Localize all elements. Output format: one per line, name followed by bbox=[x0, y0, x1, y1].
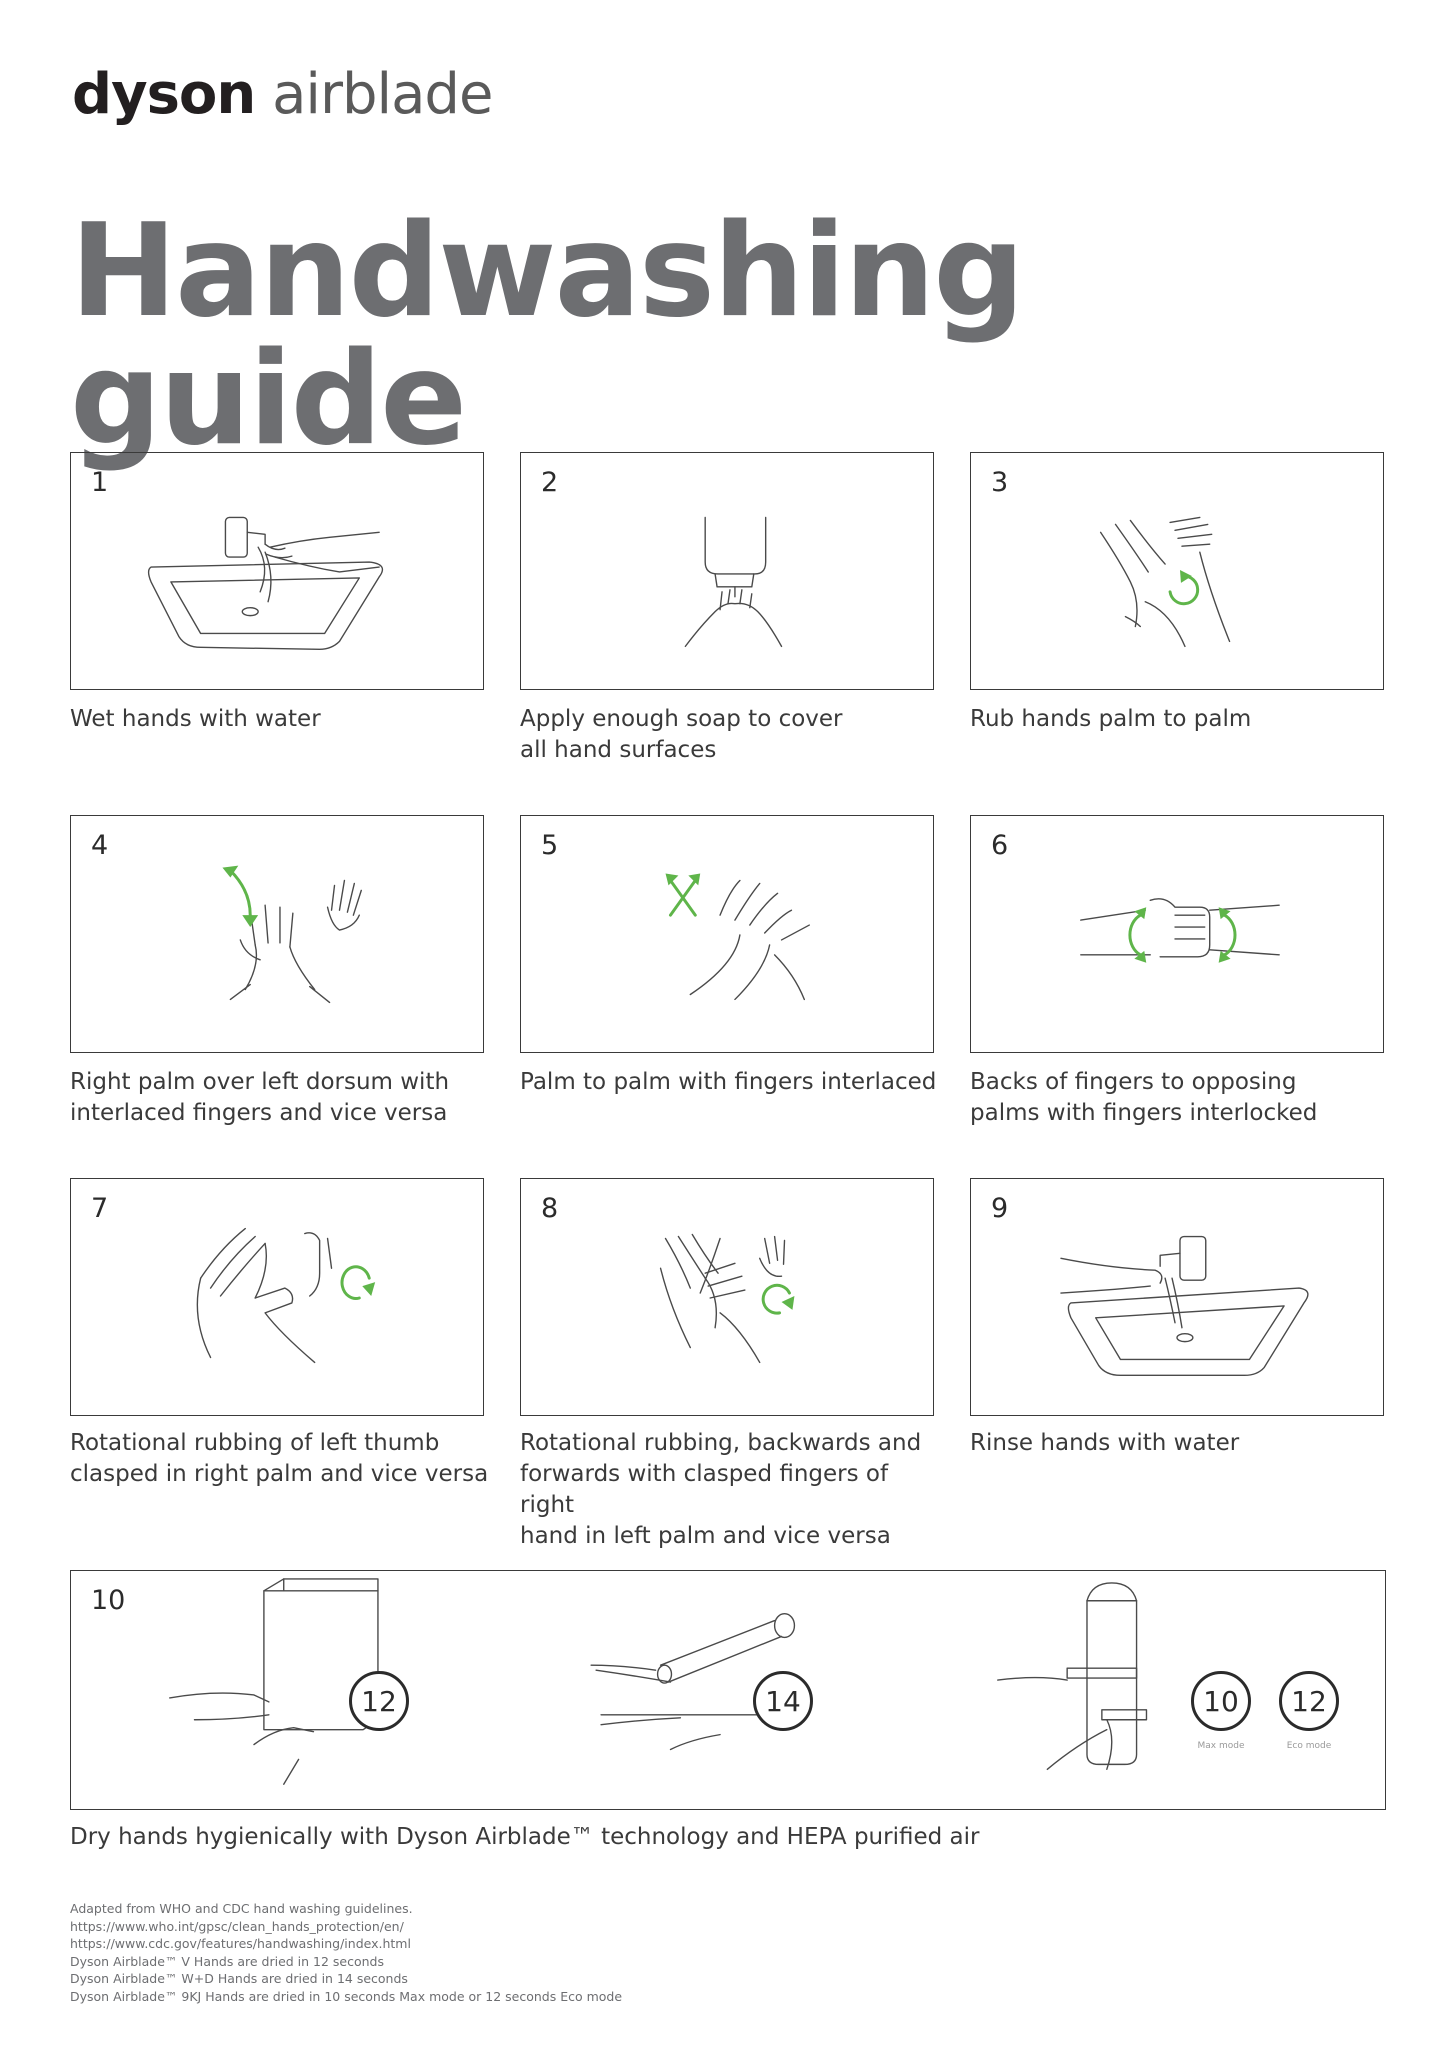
palm-over-dorsum-illustration bbox=[71, 816, 483, 1052]
step-10-card bbox=[70, 1570, 1386, 1810]
step-6-caption bbox=[970, 1067, 1390, 1129]
step-number: 10 bbox=[91, 1585, 126, 1616]
fingers-interlaced-illustration bbox=[521, 816, 933, 1052]
wet-hands-illustration bbox=[71, 453, 483, 689]
step-3-card bbox=[970, 452, 1384, 690]
apply-soap-illustration bbox=[521, 453, 933, 689]
caption-line: Apply enough soap to cover bbox=[520, 706, 843, 732]
eco-mode-label: Eco mode bbox=[1286, 1741, 1332, 1751]
hand-dryers-illustration bbox=[71, 1571, 1385, 1809]
caption-line: Wet hands with water bbox=[70, 706, 321, 732]
caption-line: Rub hands palm to palm bbox=[970, 706, 1252, 732]
step-6-card bbox=[970, 815, 1384, 1053]
caption-line: forwards with clasped fingers of right bbox=[520, 1461, 889, 1518]
step-9-card bbox=[970, 1178, 1384, 1416]
step-5-card bbox=[520, 815, 934, 1053]
footnote-link[interactable]: https://www.who.int/gpsc/clean_hands_protection/en/ bbox=[70, 1918, 404, 1934]
footnote-line: Dyson Airblade™ V Hands are dried in 12 seconds bbox=[70, 1953, 385, 1969]
fingertip-rubbing-illustration bbox=[521, 1179, 933, 1415]
rinse-hands-illustration bbox=[971, 1179, 1383, 1415]
step-number: 6 bbox=[991, 830, 1009, 861]
timer-icon: 14 bbox=[753, 1671, 813, 1731]
caption-line: clasped in right palm and vice versa bbox=[70, 1461, 489, 1487]
step-4-caption bbox=[70, 1067, 490, 1129]
step-7-caption bbox=[70, 1428, 490, 1490]
timer-icon: 12 bbox=[1279, 1671, 1339, 1731]
brand-name-airblade: airblade bbox=[272, 62, 493, 127]
step-number: 1 bbox=[91, 467, 109, 498]
step-2-card bbox=[520, 452, 934, 690]
caption-line: palms with fingers interlocked bbox=[970, 1100, 1318, 1126]
step-10-caption: Dry hands hygienically with Dyson Airblade™ technology and HEPA purified air bbox=[70, 1824, 980, 1850]
step-number: 3 bbox=[991, 467, 1009, 498]
brand-name-dyson: dyson bbox=[72, 62, 256, 127]
footnote-line: Adapted from WHO and CDC hand washing guidelines. bbox=[70, 1901, 413, 1916]
caption-line: hand in left palm and vice versa bbox=[520, 1523, 891, 1549]
footnote-link[interactable]: https://www.cdc.gov/features/handwashing/index.html bbox=[70, 1936, 411, 1951]
caption-line: Rotational rubbing, backwards and bbox=[520, 1430, 922, 1456]
caption-line: interlaced fingers and vice versa bbox=[70, 1100, 448, 1126]
thumb-rubbing-illustration bbox=[71, 1179, 483, 1415]
step-3-caption bbox=[970, 704, 1390, 735]
caption-line: all hand surfaces bbox=[520, 737, 717, 763]
step-number: 4 bbox=[91, 830, 109, 861]
step-8-caption bbox=[520, 1428, 940, 1552]
backs-of-fingers-illustration bbox=[971, 816, 1383, 1052]
step-4-card bbox=[70, 815, 484, 1053]
timer-icon: 12 bbox=[349, 1671, 409, 1731]
step-number: 2 bbox=[541, 467, 559, 498]
footnote-line: Dyson Airblade™ 9KJ Hands are dried in 10 seconds Max mode or 12 seconds Eco mode bbox=[70, 1988, 623, 2004]
step-number: 5 bbox=[541, 830, 559, 861]
step-8-card bbox=[520, 1178, 934, 1416]
step-number: 9 bbox=[991, 1193, 1009, 1224]
step-1-caption bbox=[70, 704, 490, 735]
palm-to-palm-illustration bbox=[971, 453, 1383, 689]
caption-line: Rinse hands with water bbox=[970, 1430, 1240, 1456]
step-7-card bbox=[70, 1178, 484, 1416]
footnote-line: Dyson Airblade™ W+D Hands are dried in 14 seconds bbox=[70, 1971, 408, 1986]
timer-icon: 10 bbox=[1191, 1671, 1251, 1731]
step-2-caption bbox=[520, 704, 940, 766]
max-mode-label: Max mode bbox=[1197, 1741, 1245, 1751]
caption-line: Backs of fingers to opposing bbox=[970, 1069, 1297, 1095]
step-number: 7 bbox=[91, 1193, 109, 1224]
caption-line: Rotational rubbing of left thumb bbox=[70, 1430, 440, 1456]
step-number: 8 bbox=[541, 1193, 559, 1224]
brand-logo bbox=[72, 62, 492, 127]
step-1-card bbox=[70, 452, 484, 690]
step-9-caption bbox=[970, 1428, 1390, 1459]
page-title: Handwashing guide bbox=[70, 197, 1023, 474]
caption-line: Palm to palm with fingers interlaced bbox=[520, 1069, 937, 1095]
caption-line: Right palm over left dorsum with bbox=[70, 1069, 450, 1095]
step-5-caption bbox=[520, 1067, 940, 1098]
footnotes bbox=[70, 1900, 622, 2005]
